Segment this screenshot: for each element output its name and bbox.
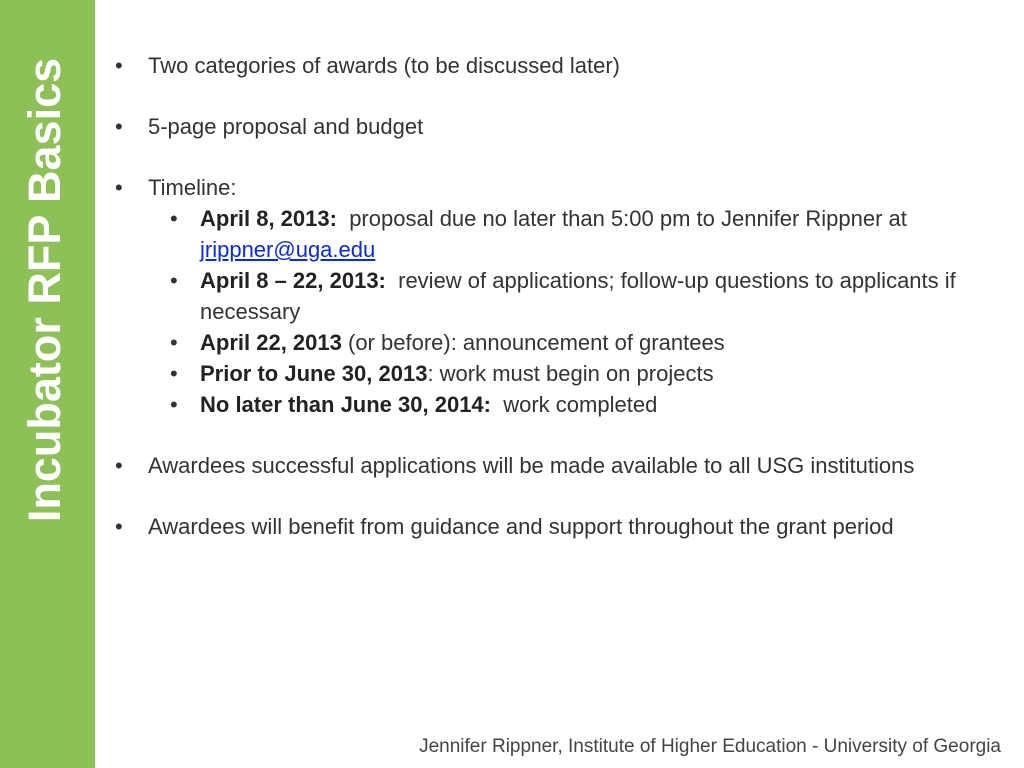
bullet-dot: • (170, 392, 178, 417)
timeline-item (148, 358, 975, 389)
sidebar (0, 0, 95, 768)
slide-content (115, 50, 975, 572)
timeline-text: (or before): announcement of grantees (348, 330, 725, 355)
timeline-date: April 22, 2013 (200, 330, 342, 355)
bullet-text: Two categories of awards (to be discussed later) (148, 53, 621, 78)
timeline-list (148, 203, 975, 420)
bullet-text: Awardees successful applications will be made available to all USG institutions (148, 453, 915, 478)
timeline-date: No later than June 30, 2014: (200, 392, 491, 417)
timeline-text: review of applications; follow-up questions to applicants if necessary (200, 268, 956, 324)
slide-footer: Jennifer Rippner, Institute of Higher Education - University of Georgia (419, 736, 1001, 757)
timeline-text: work completed (503, 392, 658, 417)
bullet-text: 5-page proposal and budget (148, 114, 424, 139)
bullet-proposal (115, 111, 975, 142)
timeline-date: Prior to June 30, 2013 (200, 361, 428, 386)
bullet-text: Awardees will benefit from guidance and support throughout the grant period (148, 514, 894, 539)
bullet-timeline (115, 172, 975, 420)
timeline-text: : work must begin on projects (427, 361, 714, 386)
bullet-dot: • (170, 330, 178, 355)
timeline-date: April 8 – 22, 2013: (200, 268, 386, 293)
bullet-award-categories (115, 50, 975, 81)
bullet-awardees-availability (115, 450, 975, 481)
bullet-awardees-support (115, 511, 975, 542)
timeline-item (148, 203, 975, 265)
email-link[interactable]: jrippner@uga.edu (200, 237, 376, 262)
bullet-dot: • (170, 206, 178, 231)
timeline-date: April 8, 2013: (200, 206, 337, 231)
timeline-item (148, 327, 975, 358)
timeline-item (148, 389, 975, 420)
bullet-dot: • (170, 268, 178, 293)
timeline-text: proposal due no later than 5:00 pm to Jennifer Rippner at (349, 206, 907, 231)
slide-title: Incubator RFP Basics (19, 57, 70, 523)
bullet-dot: • (170, 361, 178, 386)
bullet-text: Timeline: (148, 175, 237, 200)
timeline-item (148, 265, 975, 327)
